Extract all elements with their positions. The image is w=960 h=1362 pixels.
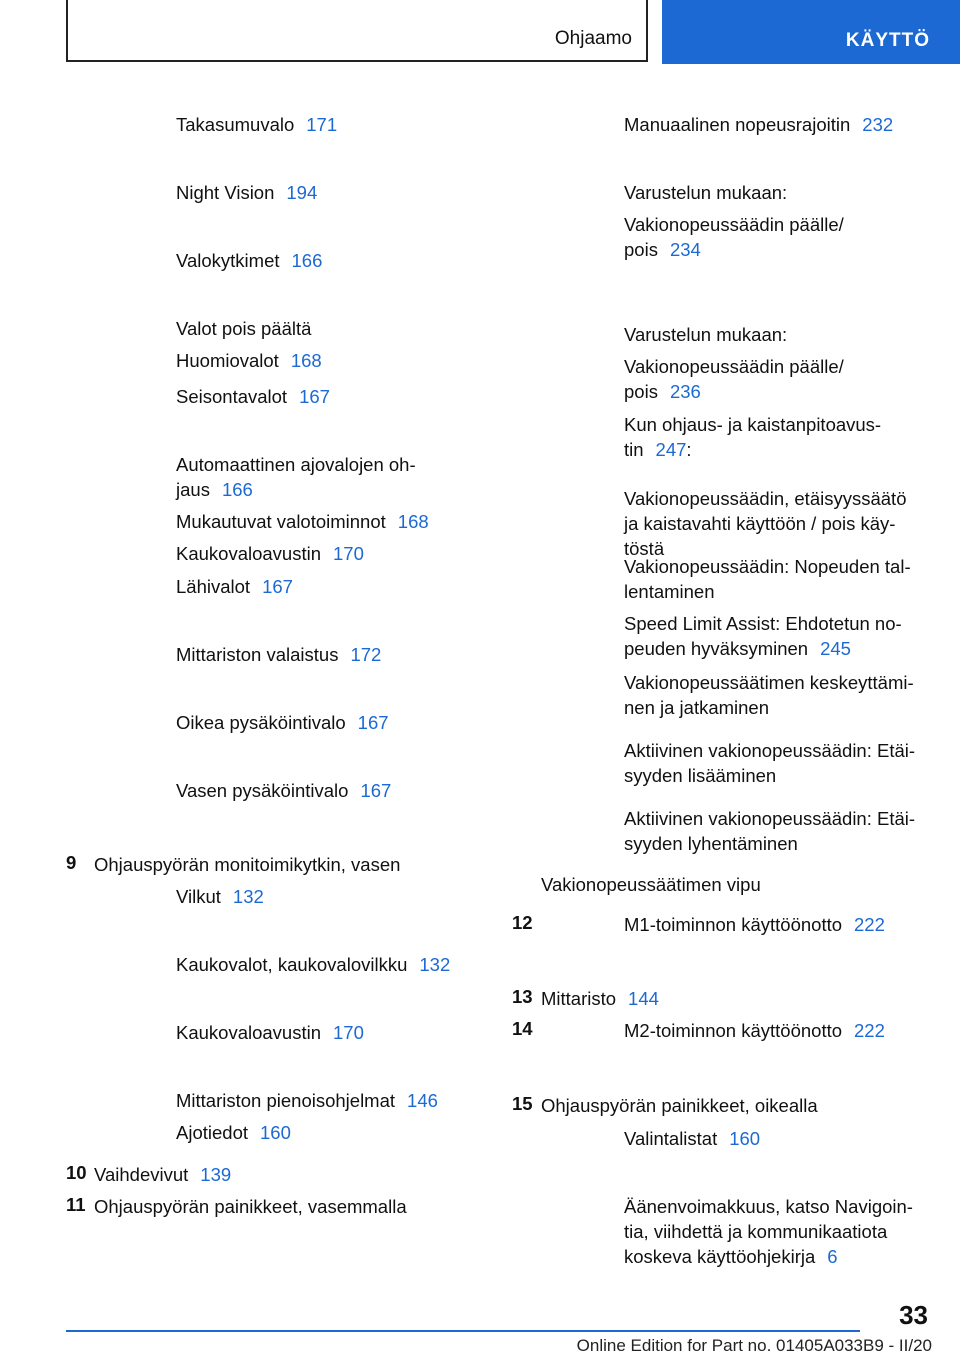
entry-line [624, 354, 844, 379]
entry-label: syyden lisääminen [624, 765, 777, 786]
entry-text [624, 322, 844, 404]
page-reference-link[interactable]: 170 [333, 543, 364, 564]
entry-label: Vilkut [176, 886, 221, 907]
entry-text [624, 1018, 885, 1043]
entry-line [624, 1244, 913, 1269]
entry-line [624, 486, 906, 511]
entry-text [176, 180, 317, 205]
entry-line [624, 1018, 885, 1043]
entry-text [624, 1194, 913, 1269]
entry-label: Vakionopeussäädin: Nopeuden tal- [624, 556, 911, 577]
page-reference-link[interactable]: 166 [221, 479, 253, 500]
entry-text [176, 112, 337, 137]
entry-text [176, 710, 389, 735]
item-label [94, 1162, 231, 1187]
entry-line [624, 437, 881, 462]
entry-label: Takasumuvalo [176, 114, 295, 135]
entry-text [176, 384, 330, 409]
entry-text [624, 1126, 760, 1151]
lever-subheading: Vakionopeussäätimen vipu [541, 874, 761, 895]
entry-label: Ajotiedot [176, 1122, 248, 1143]
entry-label: Kun ohjaus- ja kaistanpitoavus- [624, 414, 882, 435]
page-reference-link[interactable]: 167 [357, 712, 389, 733]
entry-label: Oikea pysäköintivalo [176, 712, 346, 733]
entry-label: tia, viihdettä ja kommunikaatiota [624, 1221, 888, 1242]
entry-line [624, 1126, 760, 1151]
entry-text [176, 574, 293, 599]
entry-line [176, 452, 429, 477]
item-number: 12 [512, 912, 533, 933]
entry-label: ja kaistavahti käyttöön / pois käy- [624, 513, 896, 534]
entry-label: Mittariston valaistus [176, 644, 339, 665]
entry-label: Lähivalot [176, 576, 251, 597]
entry-line [624, 695, 914, 720]
page-reference-link[interactable]: 167 [262, 576, 293, 597]
entry-line [176, 574, 293, 599]
entry-text [624, 180, 844, 262]
entry-text [176, 1020, 364, 1045]
entry-label: Seisontavalot [176, 386, 288, 407]
page-reference-link[interactable]: 160 [729, 1128, 761, 1149]
header-section-box [66, 0, 648, 62]
header-chapter: KÄYTTÖ [845, 30, 930, 51]
item-text: Ohjauspyörän monitoimikytkin, vasen [94, 854, 401, 875]
page-reference-link[interactable]: 166 [291, 250, 323, 271]
entry-label: Kaukovaloavustin [176, 1022, 322, 1043]
entry-line [624, 237, 844, 262]
entry-label: Valot pois päältä [176, 318, 312, 339]
page-reference-link[interactable]: 168 [290, 350, 322, 371]
entry-label: pois [624, 239, 658, 260]
entry-line [176, 180, 317, 205]
entry-line [624, 379, 844, 404]
header-section: Ohjaamo [554, 28, 632, 49]
entry-line [176, 1120, 438, 1145]
entry-line [176, 384, 330, 409]
item-label [541, 1093, 818, 1118]
entry-line [624, 636, 911, 661]
page-reference-link[interactable]: 139 [200, 1164, 232, 1185]
page-reference-link[interactable]: 245 [820, 638, 851, 659]
entry-line [624, 912, 885, 937]
entry-text [624, 112, 893, 137]
entry-line [624, 670, 914, 695]
entry-line [624, 412, 881, 437]
entry-text [624, 912, 885, 937]
page-reference-link[interactable]: 232 [862, 114, 894, 135]
entry-label: Varustelun mukaan: [624, 182, 788, 203]
entry-label: Vasen pysäköintivalo [176, 780, 349, 801]
entry-label: Vakionopeussäätimen keskeyttämi- [624, 672, 914, 693]
item-number: 9 [66, 852, 77, 873]
entry-label: Huomiovalot [176, 350, 279, 371]
footer-rule [66, 1330, 860, 1332]
item-number: 14 [512, 1018, 533, 1039]
item-label [541, 986, 659, 1011]
entry-label: M1-toiminnon käyttöönotto [624, 914, 843, 935]
page-reference-link[interactable]: 168 [397, 511, 429, 532]
item-number: 10 [66, 1162, 87, 1183]
entry-line [176, 112, 337, 137]
item-label [94, 1194, 407, 1219]
entry-label: Manuaalinen nopeusrajoitin [624, 114, 851, 135]
entry-line [176, 348, 322, 373]
entry-line [176, 884, 264, 909]
entry-line [176, 248, 322, 273]
entry-line [176, 952, 450, 977]
page-reference-link[interactable]: 234 [669, 239, 701, 260]
page-reference-link[interactable]: 172 [350, 644, 382, 665]
entry-label: Valokytkimet [176, 250, 280, 271]
entry-line [624, 831, 915, 856]
page-reference-link[interactable]: 167 [299, 386, 330, 407]
entry-label: Vakionopeussäädin päälle/ [624, 214, 844, 235]
entry-line [624, 1194, 913, 1219]
entry-label: lentaminen [624, 581, 715, 602]
entry-text [176, 1088, 438, 1145]
item-text: Vaihdevivut [94, 1164, 189, 1185]
entry-line [176, 316, 322, 341]
page-reference-link[interactable]: 247 [655, 439, 687, 460]
entry-line [624, 611, 911, 636]
entry-line [176, 509, 429, 534]
entry-line [176, 541, 429, 566]
entry-label: Aktiivinen vakionopeussäädin: Etäi- [624, 740, 916, 761]
entry-line [624, 1219, 913, 1244]
entry-text [624, 486, 906, 561]
entry-label: Vakionopeussäädin, etäisyyssäätö [624, 488, 907, 509]
item-label [94, 852, 400, 877]
page-reference-link[interactable]: 236 [669, 381, 701, 402]
entry-label: Mukautuvat valotoiminnot [176, 511, 386, 532]
entry-line [624, 763, 915, 788]
entry-text [624, 806, 915, 856]
page-reference-link[interactable]: 144 [628, 988, 659, 1009]
entry-label: Aktiivinen vakionopeussäädin: Etäi- [624, 808, 916, 829]
page-reference-link[interactable]: 132 [419, 954, 451, 975]
entry-label: Night Vision [176, 182, 275, 203]
item-text: Ohjauspyörän painikkeet, oikealla [541, 1095, 818, 1116]
entry-text [176, 778, 391, 803]
page-reference-link[interactable]: 146 [407, 1090, 438, 1111]
entry-label: tin [624, 439, 644, 460]
entry-text [176, 884, 264, 909]
entry-text [624, 412, 881, 462]
entry-text [176, 952, 450, 977]
entry-text [176, 316, 322, 373]
page-reference-link[interactable]: 170 [333, 1022, 364, 1043]
entry-text [176, 248, 322, 273]
entry-line [624, 738, 915, 763]
entry-line [624, 322, 844, 347]
footer-text: Online Edition for Part no. 01405A033B9 - II/20 [576, 1336, 932, 1355]
entry-line [624, 554, 911, 579]
entry-label: Kaukovalot, kaukovalovilkku [176, 954, 408, 975]
page-reference-link[interactable]: 222 [854, 914, 885, 935]
item-text: Ohjauspyörän painikkeet, vasemmalla [94, 1196, 407, 1217]
entry-text [176, 452, 429, 566]
entry-text [176, 642, 381, 667]
page-reference-link[interactable]: 171 [306, 114, 338, 135]
entry-label: nen ja jatkaminen [624, 697, 770, 718]
entry-label: Automaattinen ajovalojen oh- [176, 454, 416, 475]
entry-label: jaus [176, 479, 210, 500]
item-number: 15 [512, 1093, 533, 1114]
entry-line [176, 642, 381, 667]
item-number: 11 [66, 1194, 86, 1215]
entry-label: peuden hyväksyminen [624, 638, 809, 659]
page-reference-link[interactable]: 194 [286, 182, 318, 203]
entry-label: Äänenvoimakkuus, katso Navigoin- [624, 1196, 913, 1217]
item-text: Mittaristo [541, 988, 617, 1009]
page-reference-link[interactable]: 6 [827, 1246, 838, 1267]
entry-label: Kaukovaloavustin [176, 543, 322, 564]
item-number: 13 [512, 986, 533, 1007]
page-reference-link[interactable]: 160 [260, 1122, 291, 1143]
entry-line [624, 212, 844, 237]
entry-label: Varustelun mukaan: [624, 324, 788, 345]
entry-label: Vakionopeussäädin päälle/ [624, 356, 844, 377]
entry-label: pois [624, 381, 658, 402]
entry-text [624, 738, 915, 788]
page-number: 33 [899, 1300, 928, 1330]
entry-label: Valintalistat [624, 1128, 718, 1149]
entry-label: syyden lyhentäminen [624, 833, 798, 854]
entry-label: Mittariston pienoisohjelmat [176, 1090, 396, 1111]
page-reference-link[interactable]: 132 [232, 886, 264, 907]
entry-label: M2-toiminnon käyttöönotto [624, 1020, 843, 1041]
entry-line [176, 1020, 364, 1045]
entry-line [624, 806, 915, 831]
entry-line [624, 511, 906, 536]
header-chapter-box [662, 0, 960, 64]
entry-line [624, 579, 911, 604]
entry-line [176, 477, 429, 502]
page-reference-link[interactable]: 167 [360, 780, 392, 801]
entry-label: töstä [624, 538, 665, 559]
entry-line [624, 180, 844, 205]
entry-suffix: : [686, 439, 692, 460]
entry-line [176, 778, 391, 803]
entry-line [624, 112, 893, 137]
entry-label: koskeva käyttöohjekirja [624, 1246, 816, 1267]
entry-text [624, 554, 911, 661]
entry-label: Speed Limit Assist: Ehdotetun no- [624, 613, 902, 634]
page-reference-link[interactable]: 222 [854, 1020, 885, 1041]
entry-line [176, 710, 389, 735]
entry-text [624, 670, 914, 720]
entry-line [176, 1088, 438, 1113]
